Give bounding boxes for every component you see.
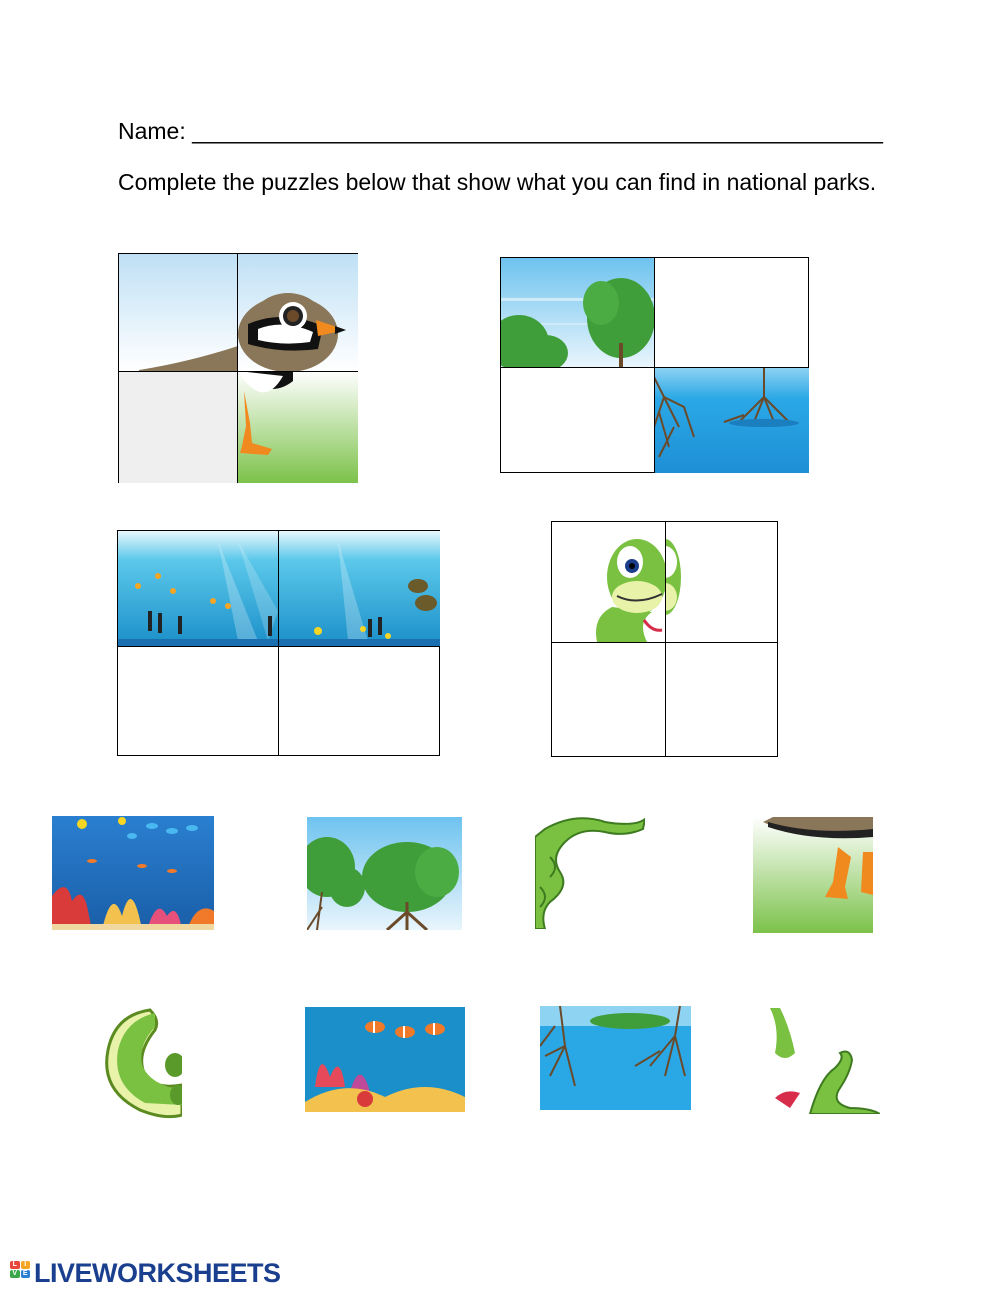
reef-piece-top-right <box>278 531 440 646</box>
reef-piece-bottom-right-empty[interactable] <box>278 646 440 756</box>
bird-piece-bottom-right <box>238 371 358 483</box>
name-field-label: Name: ______________________________________________________ <box>118 118 883 144</box>
loose-piece-reef-bottom[interactable] <box>305 1007 465 1112</box>
puzzle-board-mangrove <box>500 257 809 473</box>
loose-piece-snake-bottom-right[interactable] <box>770 1008 880 1114</box>
loose-piece-reef-top[interactable] <box>52 816 214 930</box>
snake-piece-bottom-left-empty[interactable] <box>552 642 665 757</box>
snake-piece-bottom-right-empty[interactable] <box>665 642 778 757</box>
puzzle-board-bird <box>118 253 358 483</box>
loose-piece-snake-body[interactable] <box>535 817 645 929</box>
puzzle-board-reef <box>117 530 440 756</box>
puzzle-board-snake <box>551 521 778 757</box>
bird-piece-top-left <box>119 254 238 371</box>
mangrove-piece-bottom-right <box>654 367 809 473</box>
logo-text: LIVEWORKSHEETS <box>34 1258 281 1288</box>
logo-mark-icon: L I V E <box>10 1261 30 1287</box>
reef-piece-top-left <box>118 531 278 646</box>
mangrove-piece-bottom-left-empty[interactable] <box>501 367 654 473</box>
reef-piece-bottom-left-empty[interactable] <box>118 646 278 756</box>
bird-piece-top-right <box>238 254 358 371</box>
bird-piece-bottom-left-empty[interactable] <box>119 371 238 483</box>
loose-piece-mangrove-top-right[interactable] <box>307 817 462 930</box>
liveworksheets-logo <box>10 1258 281 1289</box>
loose-piece-mangrove-bottom-left[interactable] <box>540 1006 691 1110</box>
snake-piece-top-left <box>552 522 665 642</box>
mangrove-piece-top-right-empty[interactable] <box>654 258 809 367</box>
loose-piece-bird-bottom-left[interactable] <box>753 817 873 933</box>
instructions-text: Complete the puzzles below that show what you can find in national parks. <box>118 169 877 195</box>
loose-piece-snake-tail[interactable] <box>100 1005 182 1121</box>
mangrove-piece-top-left <box>501 258 654 367</box>
snake-piece-top-right-empty[interactable] <box>665 522 778 642</box>
